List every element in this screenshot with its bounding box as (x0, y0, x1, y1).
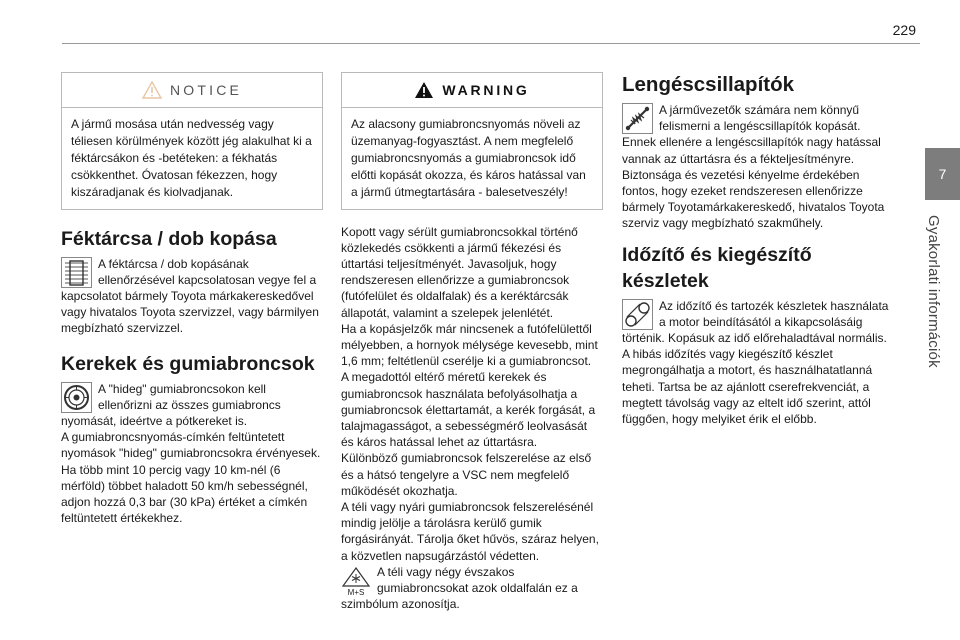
column-left (61, 72, 323, 526)
heading-wheels-tyres: Kerekek és gumiabroncsok (61, 352, 315, 375)
heading-brake-wear: Féktárcsa / dob kopása (61, 227, 277, 250)
notice-label: NOTICE (169, 82, 243, 98)
mud-snow-tire-icon (341, 566, 371, 596)
ms-paragraph (341, 564, 603, 613)
heading-timing-kits: Időzítő és kiegészítő készletek (622, 243, 812, 292)
shock-text: A járművezetők számára nem könnyű felismerni a lengéscsillapítók kopását. Ennek ellenére a lengéscsillapítók nagy hatással vannak az úttartásra és a fékteljesítményre. Biztonsága és vezetési kényelme érdekében fontos, hogy ezeket rendszeresen ellenőrizze bármely Toyotamárkakereskedő, hivatalos Toyota szerviz vagy megbízható szakműhely. (622, 103, 885, 231)
wheels-paragraph (61, 381, 323, 527)
ms-text: A téli vagy négy évszakos gumiabroncsokat azok oldalfalán ez a szimbólum azonosítja. (341, 564, 578, 612)
page-number: 229 (892, 22, 916, 38)
caution-triangle-icon (142, 81, 162, 99)
chapter-title: Gyakorlati információk (925, 215, 942, 368)
warning-box (341, 72, 603, 210)
notice-box (61, 72, 323, 210)
warning-label: WARNING (442, 82, 530, 98)
warning-triangle-icon (414, 81, 434, 99)
brake-text: A féktárcsa / dob kopásának ellenőrzésével kapcsolatosan vegye fel a kapcsolatot bármely Toyota márkakereskedővel vagy hivatalos Toyota szervizzel, vagy bármilyen megbízható szervizzel. (61, 256, 319, 336)
chapter-tab[interactable]: 7 (925, 148, 960, 200)
tire-icon (61, 382, 92, 413)
notice-header (62, 73, 322, 108)
wheels-text: A "hideg" gumiabroncsokon kell ellenőrizni az összes gumiabroncs nyomását, ideértve a pótkereket is. A gumiabroncsnyomás-címkén feltüntetett nyomások "hideg" gumiabroncsokra érvényesek. Ha több mint 10 percig vagy 10 km-nél (6 mérföld) többet haladott 50 km/h sebességnél, adjon hozzá 0,3 bar (30 kPa) értéket a címkén feltüntetett értékekhez. (61, 381, 321, 526)
warning-header (342, 73, 602, 108)
timing-text: Az időzítő és tartozék készletek használata a motor beindításától a kikapcsolásáig történik. Kopásuk az idő előrehaladtával normális. A hibás időzítés vagy kiegészítő készlet megrongálhatja a motort, és használhatatlanná teheti. Tartsa be az ajánlott cserefrekvenciát, a megtett távolság vagy az eltelt idő szerint, attól függően, hogy melyiket érik el előbb. (622, 298, 889, 427)
ms-symbol-label: M+S (347, 587, 365, 596)
warning-text: Az alacsony gumiabroncsnyomás növeli az üzemanyag-fogyasztást. A nem megfelelő gumiabroncsnyomás a gumiabroncsok idő előtti kopását okozza, és káros hatással van a jármű útmegtartására - balesetveszély! (351, 117, 586, 199)
timing-paragraph (622, 298, 890, 428)
brake-disc-icon (61, 257, 92, 288)
tyre-body-text: Kopott vagy sérült gumiabroncsokkal történő közlekedés csökkenti a jármű fékezési és úttartási teljesítményét. Javasoljuk, hogy rendszeresen ellenőrizze a gumiabroncsok (futófelület és oldalfalak) és a keréktárcsák állapotát, valamint a szelepek jelenlétét. Ha a kopásjelzők már nincsenek a futófelülettől mélyebben, a hornyok mélysége kevesebb, mint 1,6 mm; feltétlenül cserélje ki a gumiabroncsot. A megadottól eltérő méretű kerekek és gumiabroncsok használata befolyásolhatja a gumiabroncsok élettartamát, a kerék forgását, a talajmagasságot, a sebességmérő leolvasását és káros hatással lehet az úttartásra. Különböző gumiabroncsok felszerelése az első és a hátsó tengelyre a VSC nem megfelelő működését okozhatja. A téli vagy nyári gumiabroncsok felszerelésénél mindig jelölje a tárolásra kerülő gumik forgásirányát. Tárolja őket hűvös, száraz helyen, a közvetlen napsugárzástól védetten. (341, 224, 599, 563)
brake-paragraph (61, 256, 323, 337)
header-rule (62, 43, 920, 44)
notice-text: A jármű mosása után nedvesség vagy téliesen körülmények között jég alakulhat ki a féktárcsákon és -betéteken: a fékhatás csökkenthet. Óvatosan fékezzen, hogy kiszáradjanak és kiolvadjanak. (71, 117, 312, 199)
column-middle (341, 72, 603, 612)
heading-shock-absorbers: Lengéscsillapítók (622, 73, 795, 96)
timing-belt-icon (622, 299, 653, 330)
shock-absorber-icon (622, 103, 653, 134)
shock-paragraph (622, 102, 890, 232)
column-right (622, 72, 890, 427)
